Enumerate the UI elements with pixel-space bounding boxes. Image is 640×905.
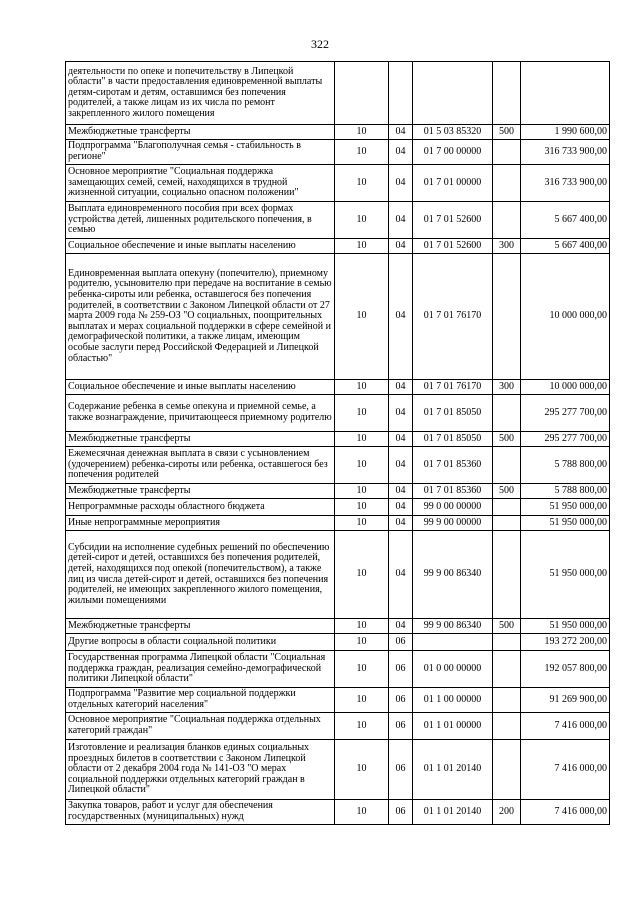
row-name: Межбюджетные трансферты <box>66 619 335 634</box>
row-name: Государственная программа Липецкой области "Социальная поддержка граждан, реализация семейно-демографической политики Липецкой области" <box>66 651 335 688</box>
table-row <box>66 688 610 713</box>
row-name: деятельности по опеке и попечительству в Липецкой области" в части предоставления единовременной выплаты детям-сиротам и детям, оставшимся без попечения родителей, а также лицам из их числа по ремонт закрепленного жилого помещения <box>66 62 335 125</box>
row-subsection: 04 <box>389 140 413 165</box>
row-subsection: 04 <box>389 447 413 484</box>
row-section: 10 <box>335 688 389 713</box>
row-expense-type <box>493 165 521 202</box>
row-amount: 5 788 800,00 <box>521 447 610 484</box>
row-target-article: 01 7 01 52600 <box>413 202 493 239</box>
row-target-article: 01 7 01 00000 <box>413 165 493 202</box>
row-name: Иные непрограммные мероприятия <box>66 516 335 531</box>
row-expense-type <box>493 202 521 239</box>
table-row <box>66 125 610 140</box>
row-section: 10 <box>335 499 389 516</box>
row-target-article: 01 1 01 20140 <box>413 740 493 800</box>
row-expense-type: 500 <box>493 619 521 634</box>
row-name: Единовременная выплата опекуну (попечителю), приемному родителю, усыновителю при передаче на воспитание в семью ребенка-сироты или ребенка, оставшегося без попечения родителей, в соответствии с Законом Липецкой области от 27 марта 2009 года № 259-ОЗ "О социальных, поощрительных выплатах и мерах социальной поддержки в сфере семейной и демографической политики, а также лицам, имеющим особые заслуги перед Российской Федерацией и Липецкой областью" <box>66 254 335 380</box>
row-amount: 51 950 000,00 <box>521 516 610 531</box>
table-row <box>66 484 610 499</box>
row-subsection: 04 <box>389 432 413 447</box>
row-section: 10 <box>335 254 389 380</box>
row-expense-type <box>493 713 521 740</box>
row-amount: 1 990 600,00 <box>521 125 610 140</box>
budget-table <box>65 61 610 825</box>
row-subsection: 04 <box>389 125 413 140</box>
row-amount: 7 416 000,00 <box>521 740 610 800</box>
row-expense-type: 500 <box>493 125 521 140</box>
table-row <box>66 516 610 531</box>
row-target-article: 01 7 00 00000 <box>413 140 493 165</box>
row-expense-type <box>493 140 521 165</box>
row-subsection: 04 <box>389 619 413 634</box>
row-target-article: 01 0 00 00000 <box>413 651 493 688</box>
row-subsection: 04 <box>389 531 413 619</box>
row-section: 10 <box>335 516 389 531</box>
row-expense-type <box>493 254 521 380</box>
row-name: Социальное обеспечение и иные выплаты населению <box>66 239 335 254</box>
row-amount: 51 950 000,00 <box>521 531 610 619</box>
row-target-article: 01 7 01 85050 <box>413 395 493 432</box>
table-row <box>66 62 610 125</box>
table-row <box>66 447 610 484</box>
table-row <box>66 651 610 688</box>
row-expense-type <box>493 395 521 432</box>
table-row <box>66 165 610 202</box>
row-name: Социальное обеспечение и иные выплаты населению <box>66 380 335 395</box>
row-name: Закупка товаров, работ и услуг для обеспечения государственных (муниципальных) нужд <box>66 800 335 825</box>
row-expense-type <box>493 740 521 800</box>
row-target-article: 01 1 00 00000 <box>413 688 493 713</box>
table-row <box>66 740 610 800</box>
row-amount: 7 416 000,00 <box>521 713 610 740</box>
row-expense-type: 200 <box>493 800 521 825</box>
table-row <box>66 395 610 432</box>
table-row <box>66 634 610 651</box>
row-section: 10 <box>335 651 389 688</box>
table-row <box>66 432 610 447</box>
row-expense-type: 500 <box>493 484 521 499</box>
row-amount: 10 000 000,00 <box>521 254 610 380</box>
row-target-article: 01 7 01 85360 <box>413 484 493 499</box>
row-subsection: 04 <box>389 499 413 516</box>
table-row <box>66 380 610 395</box>
row-subsection: 04 <box>389 484 413 499</box>
row-target-article <box>413 62 493 125</box>
row-expense-type <box>493 516 521 531</box>
table-row <box>66 800 610 825</box>
table-row <box>66 239 610 254</box>
row-target-article: 01 7 01 76170 <box>413 380 493 395</box>
row-expense-type: 300 <box>493 380 521 395</box>
row-target-article: 01 7 01 76170 <box>413 254 493 380</box>
table-row <box>66 202 610 239</box>
row-name: Межбюджетные трансферты <box>66 484 335 499</box>
row-subsection: 04 <box>389 239 413 254</box>
row-expense-type <box>493 499 521 516</box>
row-section: 10 <box>335 432 389 447</box>
row-target-article: 99 9 00 86340 <box>413 531 493 619</box>
row-target-article: 01 5 03 85320 <box>413 125 493 140</box>
row-expense-type <box>493 688 521 713</box>
row-subsection: 04 <box>389 165 413 202</box>
row-section: 10 <box>335 447 389 484</box>
row-target-article: 01 7 01 85360 <box>413 447 493 484</box>
row-section: 10 <box>335 140 389 165</box>
row-subsection: 06 <box>389 740 413 800</box>
table-row <box>66 619 610 634</box>
row-section: 10 <box>335 619 389 634</box>
row-section: 10 <box>335 239 389 254</box>
row-amount: 91 269 900,00 <box>521 688 610 713</box>
row-expense-type <box>493 634 521 651</box>
row-target-article <box>413 634 493 651</box>
row-name: Другие вопросы в области социальной политики <box>66 634 335 651</box>
row-section: 10 <box>335 380 389 395</box>
row-amount: 295 277 700,00 <box>521 395 610 432</box>
row-amount: 295 277 700,00 <box>521 432 610 447</box>
row-target-article: 01 7 01 52600 <box>413 239 493 254</box>
row-target-article: 99 9 00 86340 <box>413 619 493 634</box>
row-subsection: 06 <box>389 800 413 825</box>
row-name: Субсидии на исполнение судебных решений по обеспечению детей-сирот и детей, оставшихся без попечения родителей, детей, находящихся под опекой (попечительством), а также лиц из числа детей-сирот и детей, оставшихся без попечения родителей, не имеющих закрепленного жилого помещения, жилыми помещениями <box>66 531 335 619</box>
table-row <box>66 254 610 380</box>
row-name: Межбюджетные трансферты <box>66 125 335 140</box>
row-amount: 192 057 800,00 <box>521 651 610 688</box>
row-amount: 51 950 000,00 <box>521 499 610 516</box>
row-expense-type <box>493 651 521 688</box>
row-name: Ежемесячная денежная выплата в связи с усыновлением (удочерением) ребенка-сироты или ребенка, оставшегося без попечения родителей <box>66 447 335 484</box>
row-section: 10 <box>335 740 389 800</box>
row-name: Содержание ребенка в семье опекуна и приемной семье, а также вознаграждение, причитающееся приемному родителю <box>66 395 335 432</box>
row-section <box>335 62 389 125</box>
row-amount: 10 000 000,00 <box>521 380 610 395</box>
row-subsection: 04 <box>389 202 413 239</box>
row-subsection: 04 <box>389 380 413 395</box>
row-subsection: 04 <box>389 516 413 531</box>
row-name: Межбюджетные трансферты <box>66 432 335 447</box>
row-section: 10 <box>335 125 389 140</box>
row-amount: 5 667 400,00 <box>521 239 610 254</box>
row-amount: 316 733 900,00 <box>521 165 610 202</box>
row-name: Подпрограмма "Развитие мер социальной поддержки отдельных категорий населения" <box>66 688 335 713</box>
row-section: 10 <box>335 484 389 499</box>
row-amount: 5 788 800,00 <box>521 484 610 499</box>
row-section: 10 <box>335 395 389 432</box>
row-subsection: 04 <box>389 254 413 380</box>
page-number: 322 <box>311 37 329 51</box>
row-name: Основное мероприятие "Социальная поддержка замещающих семей, семей, находящихся в трудной жизненной ситуации, социально опасном положении" <box>66 165 335 202</box>
row-expense-type: 300 <box>493 239 521 254</box>
row-name: Изготовление и реализация бланков единых социальных проездных билетов в соответствии с Законом Липецкой области от 2 декабря 2004 года № 141-ОЗ "О мерах социальной поддержки отдельных категорий граждан в Липецкой области" <box>66 740 335 800</box>
row-subsection: 06 <box>389 634 413 651</box>
row-subsection: 04 <box>389 395 413 432</box>
row-amount: 51 950 000,00 <box>521 619 610 634</box>
row-name: Подпрограмма "Благополучная семья - стабильность в регионе" <box>66 140 335 165</box>
row-section: 10 <box>335 634 389 651</box>
row-target-article: 01 1 01 20140 <box>413 800 493 825</box>
table-row <box>66 531 610 619</box>
row-expense-type <box>493 62 521 125</box>
row-expense-type: 500 <box>493 432 521 447</box>
row-amount: 193 272 200,00 <box>521 634 610 651</box>
row-subsection: 06 <box>389 713 413 740</box>
row-expense-type <box>493 531 521 619</box>
table-row <box>66 499 610 516</box>
row-amount <box>521 62 610 125</box>
table-row <box>66 713 610 740</box>
row-section: 10 <box>335 165 389 202</box>
row-subsection: 06 <box>389 688 413 713</box>
row-expense-type <box>493 447 521 484</box>
row-subsection: 06 <box>389 651 413 688</box>
row-target-article: 01 7 01 85050 <box>413 432 493 447</box>
row-name: Выплата единовременного пособия при всех формах устройства детей, лишенных родительского попечения, в семью <box>66 202 335 239</box>
row-subsection <box>389 62 413 125</box>
budget-table-body <box>66 62 610 825</box>
row-name: Непрограммные расходы областного бюджета <box>66 499 335 516</box>
row-amount: 5 667 400,00 <box>521 202 610 239</box>
row-section: 10 <box>335 800 389 825</box>
table-row <box>66 140 610 165</box>
row-amount: 7 416 000,00 <box>521 800 610 825</box>
row-amount: 316 733 900,00 <box>521 140 610 165</box>
row-target-article: 99 0 00 00000 <box>413 499 493 516</box>
row-target-article: 01 1 01 00000 <box>413 713 493 740</box>
row-section: 10 <box>335 713 389 740</box>
row-section: 10 <box>335 531 389 619</box>
row-section: 10 <box>335 202 389 239</box>
row-name: Основное мероприятие "Социальная поддержка отдельных категорий граждан" <box>66 713 335 740</box>
row-target-article: 99 9 00 00000 <box>413 516 493 531</box>
